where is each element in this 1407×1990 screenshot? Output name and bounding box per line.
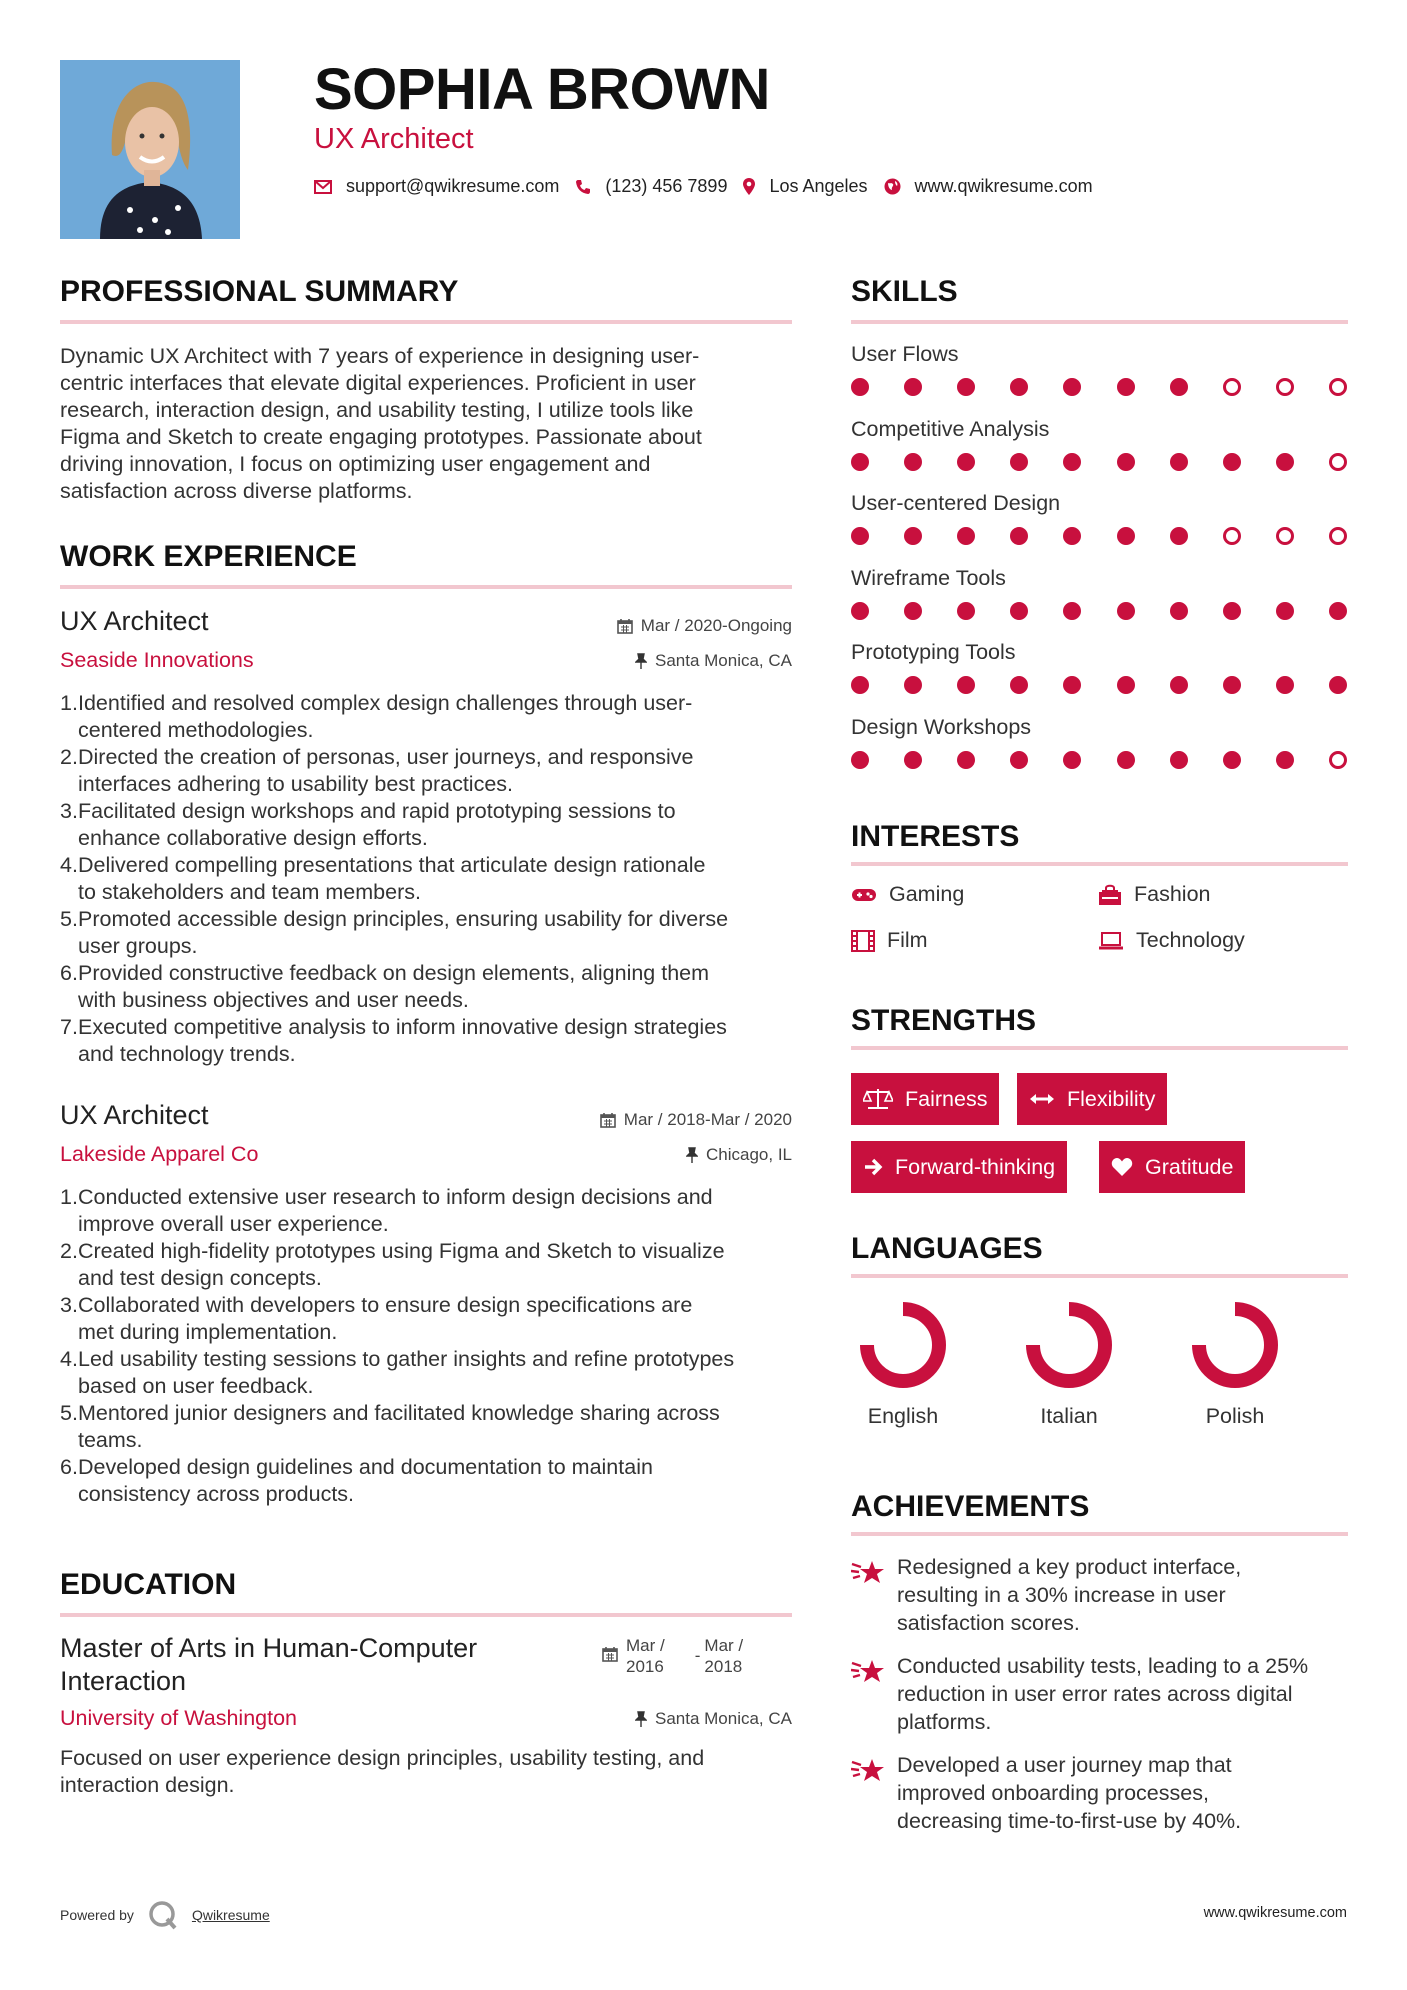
date-line: 2018 — [704, 1657, 743, 1676]
achievement-text — [897, 1751, 1241, 1835]
list-item — [78, 1346, 805, 1400]
contact-phone[interactable] — [575, 176, 727, 197]
bullet-line: met during implementation. — [78, 1320, 338, 1344]
job-location-text: Santa Monica, CA — [654, 651, 792, 670]
rating-dot-filled — [1010, 751, 1028, 769]
phone-text: (123) 456 7899 — [605, 176, 728, 196]
skill-row — [851, 640, 1351, 715]
rating-dot-filled — [1010, 378, 1028, 396]
brand-link[interactable]: Qwikresume — [191, 1907, 270, 1923]
bullet-line: Delivered compelling presentations that articulate design rationale — [78, 853, 706, 877]
language-level-arc — [1199, 1309, 1271, 1381]
portrait-image — [60, 60, 240, 239]
skills-divider — [851, 320, 1348, 324]
achievements-list — [851, 1553, 1351, 1835]
degree-title — [60, 1632, 477, 1698]
skill-rating — [851, 751, 1347, 769]
rating-dot-empty — [1329, 751, 1347, 769]
rating-dot-filled — [957, 751, 975, 769]
summary-line: driving innovation, I focus on optimizing user engagement and — [60, 452, 651, 476]
rating-dot-filled — [1010, 453, 1028, 471]
rating-dot-empty — [1329, 527, 1347, 545]
achievements-divider — [851, 1532, 1348, 1536]
language-name: English — [867, 1404, 939, 1428]
bullet-line: improve overall user experience. — [78, 1212, 389, 1236]
location-text: Los Angeles — [769, 176, 868, 196]
interest-film — [851, 928, 928, 953]
rating-dot-filled — [957, 676, 975, 694]
achievements-heading: ACHIEVEMENTS — [851, 1490, 1090, 1523]
rating-dot-filled — [1063, 527, 1081, 545]
date-line: Mar / — [704, 1636, 744, 1655]
calendar-icon — [602, 1646, 618, 1662]
rating-dot-filled — [851, 676, 869, 694]
phone-icon — [575, 179, 591, 195]
bullet-line: teams. — [78, 1428, 143, 1452]
education-divider — [60, 1613, 792, 1617]
strength-badge-forward-thinking — [851, 1141, 1067, 1193]
contact-bar — [314, 176, 1109, 197]
language-item — [1017, 1295, 1137, 1429]
list-item — [78, 906, 805, 960]
summary-heading: PROFESSIONAL SUMMARY — [60, 275, 459, 308]
rating-dot-filled — [904, 378, 922, 396]
shopping-bag-icon — [1098, 884, 1122, 906]
bullet-line: Developed design guidelines and documentation to maintain — [78, 1455, 653, 1479]
language-gauge — [851, 1295, 971, 1395]
rating-dot-filled — [1063, 751, 1081, 769]
skill-name: User Flows — [851, 342, 959, 366]
rating-dot-filled — [1063, 676, 1081, 694]
email-text: support@qwikresume.com — [346, 176, 560, 196]
bullet-line: and test design concepts. — [78, 1266, 322, 1290]
footer-powered-by — [60, 1900, 270, 1930]
skill-name: Competitive Analysis — [851, 416, 1050, 441]
skill-rating — [851, 602, 1347, 620]
rating-dot-filled — [1223, 602, 1241, 620]
contact-email[interactable] — [314, 176, 559, 197]
rating-dot-filled — [1276, 453, 1294, 471]
calendar-icon — [617, 618, 633, 634]
date-line: 2016 — [626, 1657, 664, 1676]
interest-label: Gaming — [889, 882, 965, 906]
school-name: University of Washington — [60, 1706, 297, 1730]
rating-dot-filled — [1170, 378, 1188, 396]
job-location — [492, 651, 792, 671]
rating-dot-filled — [1329, 676, 1347, 694]
list-item — [78, 798, 805, 852]
arrows-horizontal-icon — [1029, 1091, 1055, 1107]
rating-dot-filled — [851, 751, 869, 769]
rating-dot-filled — [1170, 676, 1188, 694]
rating-dot-filled — [1010, 527, 1028, 545]
rating-dot-filled — [957, 378, 975, 396]
education-end — [704, 1635, 743, 1677]
rating-dot-empty — [1329, 453, 1347, 471]
list-item — [78, 852, 805, 906]
job-date-text: Mar / 2018-Mar / 2020 — [623, 1110, 792, 1129]
rating-dot-filled — [1276, 602, 1294, 620]
rating-dot-filled — [904, 602, 922, 620]
skill-rating — [851, 453, 1347, 471]
education-start — [626, 1635, 665, 1677]
strengths-heading: STRENGTHS — [851, 1004, 1037, 1037]
bullet-line: consistency across products. — [78, 1482, 355, 1506]
skill-row — [851, 342, 1351, 417]
achievement-text — [897, 1652, 1308, 1736]
interests-heading: INTERESTS — [851, 820, 1020, 853]
skill-name: User-centered Design — [851, 491, 1061, 515]
description-line: interaction design. — [60, 1773, 235, 1797]
bullet-line: Collaborated with developers to ensure design specifications are — [78, 1293, 693, 1317]
candidate-role: UX Architect — [314, 123, 474, 155]
bullet-line: interfaces adhering to usability best practices. — [78, 772, 514, 796]
degree-line: Interaction — [60, 1666, 187, 1696]
skill-row — [851, 715, 1351, 790]
language-name: Italian — [1040, 1404, 1098, 1428]
job-title: UX Architect — [60, 606, 209, 636]
rating-dot-filled — [1223, 676, 1241, 694]
rating-dot-filled — [1117, 676, 1135, 694]
interest-label: Film — [887, 928, 928, 952]
strength-badge-fairness — [851, 1073, 999, 1125]
rating-dot-filled — [904, 676, 922, 694]
skill-row — [851, 566, 1351, 641]
summary-text — [60, 343, 800, 505]
rating-dot-filled — [851, 527, 869, 545]
summary-line: Dynamic UX Architect with 7 years of experience in designing user- — [60, 344, 700, 368]
bullet-line: Mentored junior designers and facilitated knowledge sharing across — [78, 1401, 720, 1425]
education-dates — [602, 1635, 743, 1677]
strength-label: Fairness — [905, 1086, 988, 1111]
skill-name: Wireframe Tools — [851, 565, 1006, 590]
strength-label: Forward-thinking — [895, 1154, 1056, 1179]
skill-rating — [851, 378, 1347, 396]
job-date — [492, 1110, 792, 1130]
language-item — [851, 1295, 971, 1429]
rating-dot-filled — [957, 453, 975, 471]
list-item — [78, 1292, 805, 1346]
languages-heading: LANGUAGES — [851, 1232, 1043, 1265]
bullet-line: with business objectives and user needs. — [78, 988, 469, 1012]
qwikresume-logo-icon — [148, 1900, 178, 1930]
achievement-line: improved onboarding processes, — [897, 1781, 1209, 1805]
rating-dot-filled — [1063, 602, 1081, 620]
bullet-line: Provided constructive feedback on design elements, aligning them — [78, 961, 710, 985]
powered-by-text: Powered by — [60, 1907, 134, 1923]
skill-rating — [851, 676, 1347, 694]
website-text: www.qwikresume.com — [914, 176, 1093, 196]
rating-dot-filled — [1276, 751, 1294, 769]
rating-dot-empty — [1223, 378, 1241, 396]
rating-dot-filled — [1223, 453, 1241, 471]
rating-dot-filled — [1117, 453, 1135, 471]
rating-dot-filled — [1063, 378, 1081, 396]
interest-fashion — [1098, 882, 1211, 907]
film-icon — [851, 930, 875, 952]
achievement-line: resulting in a 30% increase in user — [897, 1583, 1226, 1607]
bullet-line: Created high-fidelity prototypes using Figma and Sketch to visualize — [78, 1239, 725, 1263]
job-date-text: Mar / 2020-Ongoing — [640, 616, 792, 635]
list-item — [78, 690, 805, 744]
achievement-line: Conducted usability tests, leading to a 25% — [897, 1654, 1309, 1678]
skill-row — [851, 417, 1351, 492]
laptop-icon — [1098, 931, 1124, 951]
rating-dot-filled — [1117, 378, 1135, 396]
rating-dot-empty — [1329, 378, 1347, 396]
rating-dot-filled — [1010, 676, 1028, 694]
pushpin-icon — [635, 1711, 647, 1727]
rating-dot-empty — [1276, 378, 1294, 396]
bullet-line: Promoted accessible design principles, ensuring usability for diverse — [78, 907, 729, 931]
shooting-star-icon — [851, 1756, 885, 1786]
gamepad-icon — [851, 887, 877, 903]
rating-dot-filled — [1170, 751, 1188, 769]
job-bullets — [60, 690, 805, 1068]
achievement-line: decreasing time-to-first-use by 40%. — [897, 1809, 1242, 1833]
interest-gaming — [851, 882, 964, 907]
list-item — [78, 1454, 805, 1508]
list-item — [78, 960, 805, 1014]
achievement-line: Redesigned a key product interface, — [897, 1555, 1242, 1579]
achievement-line: platforms. — [897, 1710, 992, 1734]
summary-line: satisfaction across diverse platforms. — [60, 479, 413, 503]
skill-name: Design Workshops — [851, 714, 1032, 739]
interest-label: Fashion — [1134, 882, 1211, 906]
rating-dot-filled — [957, 527, 975, 545]
rating-dot-filled — [1010, 602, 1028, 620]
bullet-line: user groups. — [78, 934, 198, 958]
language-item — [1183, 1295, 1303, 1429]
balance-scale-icon — [863, 1087, 893, 1111]
globe-icon — [884, 178, 901, 195]
list-item — [851, 1751, 1351, 1835]
pushpin-icon — [635, 653, 647, 669]
job-company: Seaside Innovations — [60, 648, 254, 672]
education-description — [60, 1745, 805, 1799]
language-gauge — [1183, 1295, 1303, 1395]
rating-dot-filled — [1329, 602, 1347, 620]
list-item — [851, 1553, 1351, 1637]
languages-list — [851, 1295, 1351, 1445]
strength-badge-flexibility — [1017, 1073, 1167, 1125]
skill-name: Prototyping Tools — [851, 640, 1016, 664]
rating-dot-filled — [1063, 453, 1081, 471]
rating-dot-filled — [904, 751, 922, 769]
map-marker-icon — [743, 178, 755, 195]
arrow-right-icon — [863, 1157, 883, 1177]
rating-dot-empty — [1276, 527, 1294, 545]
job-bullets — [60, 1184, 805, 1508]
rating-dot-filled — [851, 453, 869, 471]
rating-dot-filled — [1117, 602, 1135, 620]
list-item — [78, 1014, 805, 1068]
rating-dot-filled — [1170, 453, 1188, 471]
job-date — [492, 616, 792, 636]
job-title: UX Architect — [60, 1100, 209, 1130]
education-heading: EDUCATION — [60, 1568, 237, 1601]
language-level-arc — [1033, 1309, 1105, 1381]
job-location-text: Chicago, IL — [706, 1145, 792, 1164]
rating-dot-filled — [1117, 751, 1135, 769]
summary-line: centric interfaces that elevate digital experiences. Proficient in user — [60, 371, 696, 395]
skills-list — [851, 342, 1351, 789]
summary-divider — [60, 320, 792, 324]
language-level-arc — [867, 1309, 939, 1381]
interests-divider — [851, 862, 1348, 866]
heart-icon — [1111, 1157, 1133, 1177]
achievement-line: reduction in user error rates across digital — [897, 1682, 1293, 1706]
skill-row — [851, 491, 1351, 566]
list-item — [78, 1238, 805, 1292]
rating-dot-filled — [904, 453, 922, 471]
footer-website[interactable]: www.qwikresume.com — [1203, 1905, 1347, 1921]
summary-line: research, interaction design, and usability testing, I utilize tools like — [60, 398, 694, 422]
achievement-line: satisfaction scores. — [897, 1611, 1080, 1635]
skill-rating — [851, 527, 1347, 545]
job-location — [492, 1145, 792, 1165]
language-gauge — [1017, 1295, 1137, 1395]
envelope-icon — [314, 180, 332, 194]
job-company: Lakeside Apparel Co — [60, 1142, 259, 1166]
bullet-line: Conducted extensive user research to inform design decisions and — [78, 1185, 713, 1209]
contact-website[interactable] — [884, 176, 1093, 197]
skills-heading: SKILLS — [851, 275, 958, 308]
bullet-line: Led usability testing sessions to gather insights and refine prototypes — [78, 1347, 735, 1371]
education-location-text: Santa Monica, CA — [654, 1709, 792, 1728]
degree-line: Master of Arts in Human-Computer — [60, 1633, 478, 1663]
calendar-icon — [600, 1112, 616, 1128]
contact-location — [743, 176, 867, 197]
interest-label: Technology — [1136, 928, 1245, 952]
bullet-line: centered methodologies. — [78, 718, 314, 742]
rating-dot-filled — [904, 527, 922, 545]
shooting-star-icon — [851, 1558, 885, 1588]
strength-badge-gratitude — [1099, 1141, 1245, 1193]
profile-photo — [60, 60, 240, 239]
languages-divider — [851, 1274, 1348, 1278]
list-item — [78, 744, 805, 798]
bullet-line: based on user feedback. — [78, 1374, 314, 1398]
rating-dot-filled — [1276, 676, 1294, 694]
bullet-line: Identified and resolved complex design challenges through user- — [78, 691, 693, 715]
interest-technology — [1098, 928, 1245, 953]
pushpin-icon — [686, 1147, 698, 1163]
shooting-star-icon — [851, 1657, 885, 1687]
work-heading: WORK EXPERIENCE — [60, 540, 357, 573]
achievement-line: Developed a user journey map that — [897, 1753, 1232, 1777]
rating-dot-filled — [1223, 751, 1241, 769]
strength-label: Gratitude — [1145, 1154, 1234, 1179]
language-name: Polish — [1205, 1404, 1265, 1428]
bullet-line: Directed the creation of personas, user journeys, and responsive — [78, 745, 694, 769]
strengths-divider — [851, 1046, 1348, 1050]
date-line: Mar / — [626, 1636, 665, 1655]
rating-dot-filled — [957, 602, 975, 620]
list-item — [851, 1652, 1351, 1736]
list-item — [78, 1400, 805, 1454]
list-item — [78, 1184, 805, 1238]
rating-dot-empty — [1223, 527, 1241, 545]
date-separator: - — [694, 1646, 701, 1665]
rating-dot-filled — [1170, 527, 1188, 545]
achievement-text — [897, 1553, 1241, 1637]
bullet-line: Facilitated design workshops and rapid prototyping sessions to — [78, 799, 676, 823]
summary-line: Figma and Sketch to create engaging prototypes. Passionate about — [60, 425, 702, 449]
rating-dot-filled — [1170, 602, 1188, 620]
work-divider — [60, 585, 792, 589]
strength-label: Flexibility — [1067, 1086, 1156, 1111]
bullet-line: and technology trends. — [78, 1042, 296, 1066]
rating-dot-filled — [1117, 527, 1135, 545]
bullet-line: enhance collaborative design efforts. — [78, 826, 428, 850]
candidate-name: SOPHIA BROWN — [314, 57, 770, 122]
description-line: Focused on user experience design principles, usability testing, and — [60, 1746, 705, 1770]
bullet-line: Executed competitive analysis to inform innovative design strategies — [78, 1015, 727, 1039]
education-location — [492, 1709, 792, 1729]
bullet-line: to stakeholders and team members. — [78, 880, 421, 904]
rating-dot-filled — [851, 602, 869, 620]
rating-dot-filled — [851, 378, 869, 396]
